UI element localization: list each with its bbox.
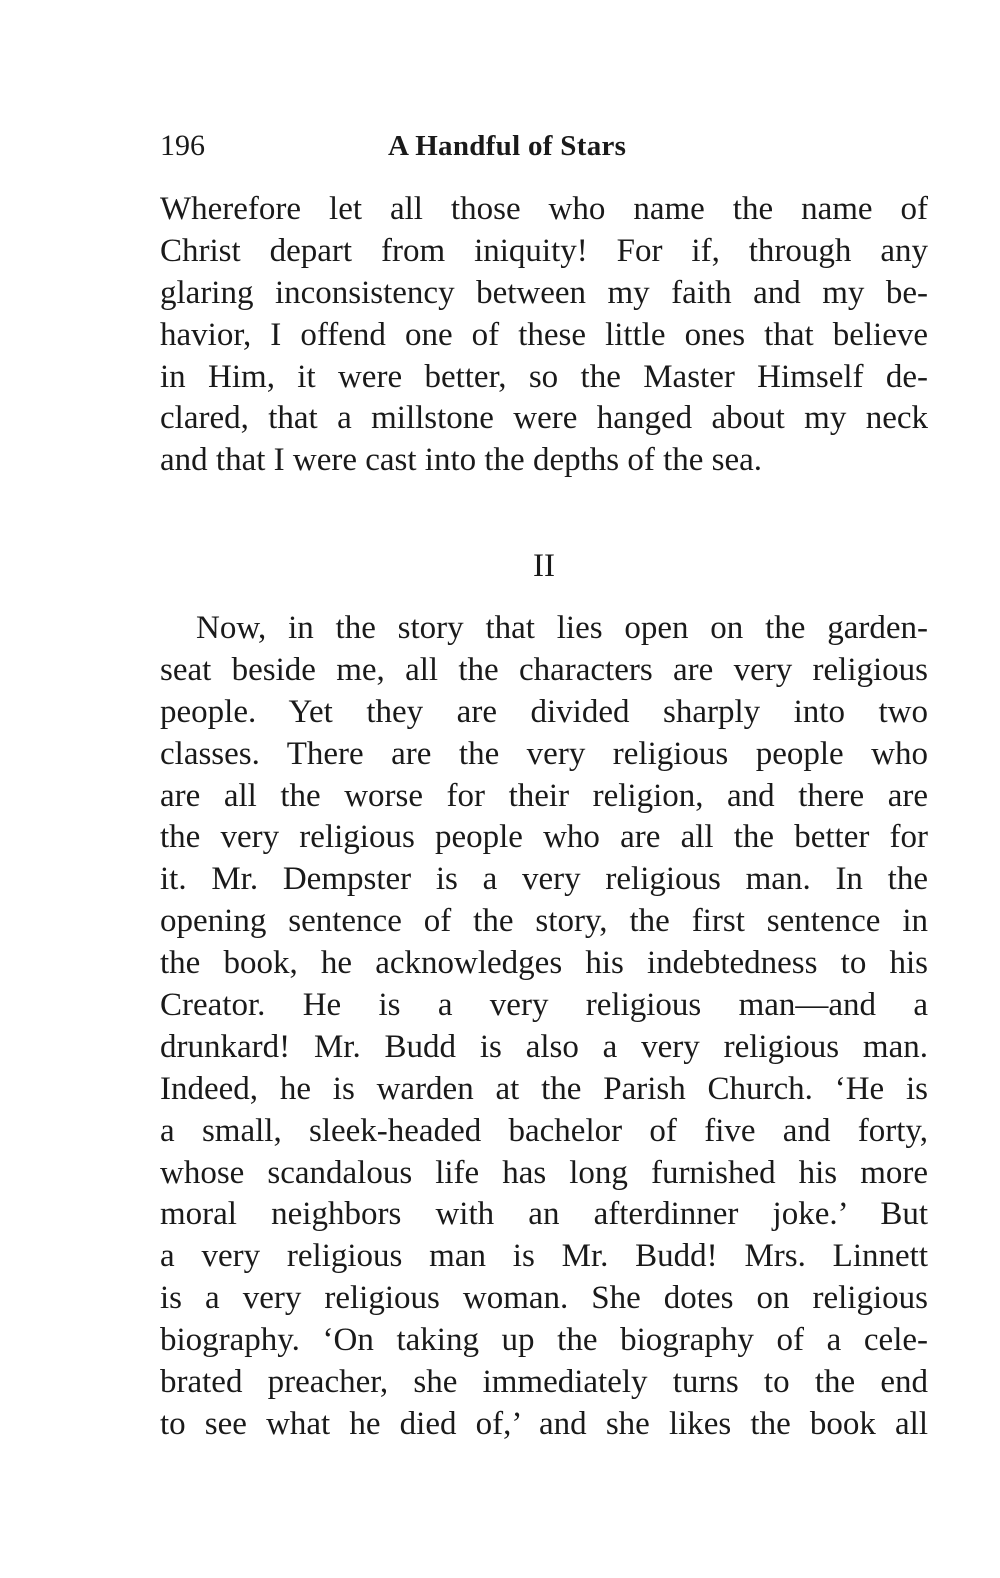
text-line: havior, I offend one of these little ones that believe — [160, 316, 928, 353]
running-title: A Handful of Stars — [388, 130, 627, 162]
text-line: brated preacher, she immediately turns to the end — [160, 1364, 928, 1401]
paragraph-one — [160, 189, 928, 482]
text-line: to see what he died of,’ and she likes the book all — [160, 1405, 928, 1442]
text-line: clared, that a millstone were hanged about my neck — [160, 400, 928, 437]
section-heading: II — [533, 548, 555, 584]
text-line: classes. There are the very religious people who — [160, 735, 928, 772]
text-line: seat beside me, all the characters are very religious — [160, 651, 928, 688]
paragraph-two — [160, 608, 928, 1446]
text-line: is a very religious woman. She dotes on religious — [160, 1280, 928, 1317]
text-line: glaring inconsistency between my faith and my be- — [160, 274, 928, 311]
text-line: Creator. He is a very religious man—and a — [160, 987, 928, 1024]
page-number: 196 — [160, 129, 205, 162]
text-line: it. Mr. Dempster is a very religious man. In the — [160, 861, 928, 898]
text-line: biography. ‘On taking up the biography of a cele- — [160, 1322, 928, 1359]
text-line: the very religious people who are all the better for — [160, 819, 928, 856]
text-line: Wherefore let all those who name the name of — [160, 191, 928, 227]
text-line: a small, sleek-headed bachelor of five and forty, — [160, 1112, 928, 1149]
text-line: in Him, it were better, so the Master Himself de- — [160, 358, 928, 395]
text-line: the book, he acknowledges his indebtedness to his — [160, 945, 928, 982]
text-line: Christ depart from iniquity! For if, through any — [160, 232, 928, 269]
text-line: drunkard! Mr. Budd is also a very religious man. — [160, 1028, 928, 1065]
text-line: a very religious man is Mr. Budd! Mrs. Linnett — [160, 1238, 928, 1275]
text-line: Now, in the story that lies open on the garden- — [196, 610, 928, 646]
text-line: people. Yet they are divided sharply into two — [160, 693, 928, 730]
text-line: and that I were cast into the depths of the sea. — [160, 442, 763, 479]
text-line: Indeed, he is warden at the Parish Church. ‘He is — [160, 1070, 928, 1107]
text-line: are all the worse for their religion, and there are — [160, 777, 928, 814]
text-line: opening sentence of the story, the first sentence in — [160, 903, 928, 940]
text-line: whose scandalous life has long furnished his more — [160, 1154, 928, 1191]
text-line: moral neighbors with an afterdinner joke.’ But — [160, 1196, 928, 1233]
page-header — [160, 124, 940, 168]
